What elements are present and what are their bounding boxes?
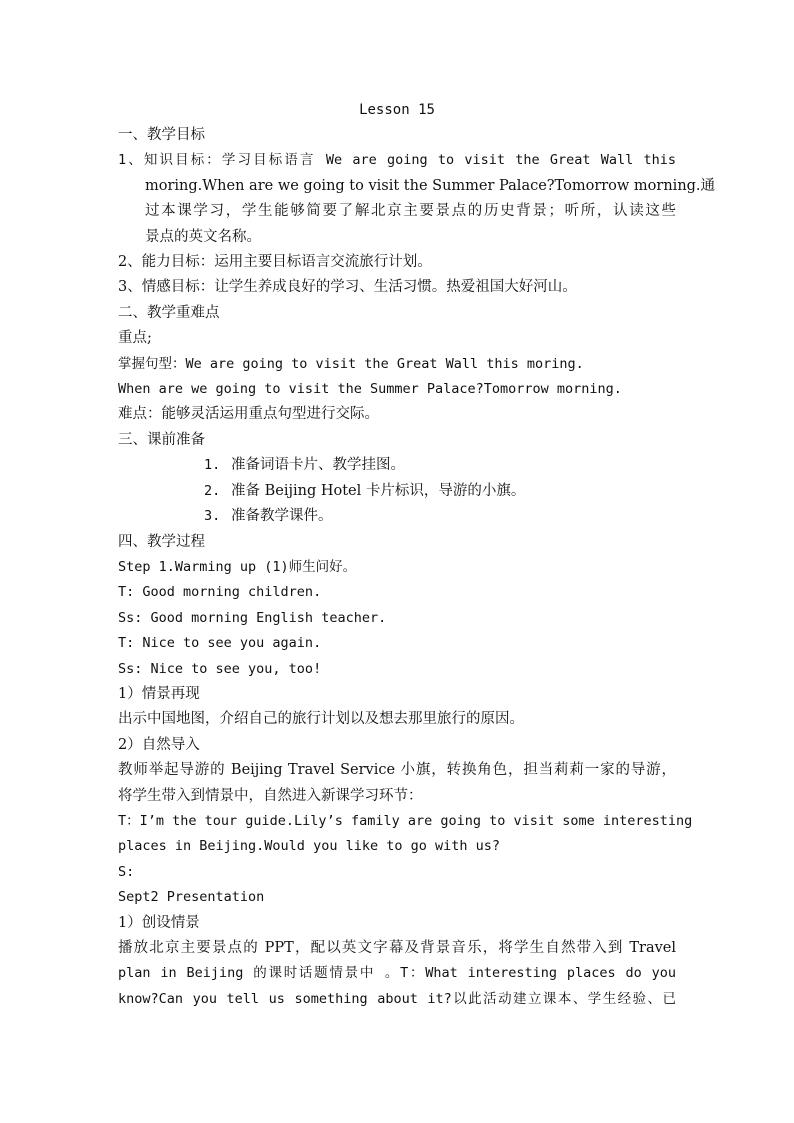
objective-knowledge-line-4: 景点的英文名称。 xyxy=(145,228,261,245)
difficult-point: 难点：能够灵活运用重点句型进行交际。 xyxy=(118,406,379,423)
subheading-create-scene: 1）创设情景 xyxy=(118,914,200,931)
objective-emotion: 3、情感目标：让学生养成良好的学习、生活习惯。热爱祖国大好河山。 xyxy=(118,279,577,296)
dialog-line: Ss: Good morning English teacher. xyxy=(118,609,387,626)
section-heading-key-points: 二、教学重难点 xyxy=(118,304,220,321)
step-1-heading: Step 1.Warming up (1)师生问好。 xyxy=(118,558,357,575)
lead-in-text-line-2: 将学生带入到情景中，自然进入新课学习环节： xyxy=(118,787,423,804)
key-sentence-2: When are we going to visit the Summer Palace?Tomorrow morning. xyxy=(118,381,622,398)
document-page xyxy=(118,98,716,1012)
subheading-scene-reproduction: 1）情景再现 xyxy=(118,685,200,702)
create-scene-line-3: know?Can you tell us something about it?以此活动建立课本、学生经验、已 xyxy=(118,990,676,1007)
lesson-title: Lesson 15 xyxy=(359,102,435,118)
key-sentence-1: 掌握句型：We are going to visit the Great Wall this moring. xyxy=(118,355,584,372)
scene-reproduction-text: 出示中国地图，介绍自己的旅行计划以及想去那里旅行的原因。 xyxy=(118,711,524,728)
dialog-line: Ss: Nice to see you, too! xyxy=(118,660,322,677)
prep-item-text: 准备 Beijing Hotel 卡片标识，导游的小旗。 xyxy=(231,482,526,499)
create-scene-line-2: plan in Beijing 的课时话题情景中 。T：What interesting places do you xyxy=(118,965,676,982)
prep-item-number: 1. xyxy=(204,457,221,474)
subheading-natural-lead-in: 2）自然导入 xyxy=(118,736,200,753)
section-heading-preparation: 三、课前准备 xyxy=(118,431,205,448)
objective-knowledge-line-1: 1、知识目标：学习目标语言 We are going to visit the Great Wall this xyxy=(118,152,676,169)
teacher-line-1: T：I’m the tour guide.Lily’s family are going to visit some interesting xyxy=(118,812,693,829)
prep-item-text: 准备词语卡片、教学挂图。 xyxy=(231,457,405,474)
objective-knowledge-line-3: 过本课学习，学生能够简要了解北京主要景点的历史背景；听所，认读这些 xyxy=(145,203,676,220)
prep-item xyxy=(118,453,676,478)
student-line: S: xyxy=(118,863,135,880)
dialog-line: T: Good morning children. xyxy=(118,584,322,601)
prep-item xyxy=(118,479,676,504)
prep-item xyxy=(118,504,676,529)
step-2-heading: Sept2 Presentation xyxy=(118,889,265,906)
prep-item-text: 准备教学课件。 xyxy=(231,508,333,525)
prep-item-number: 2. xyxy=(204,482,221,499)
section-heading-process: 四、教学过程 xyxy=(118,533,205,550)
key-point-label: 重点; xyxy=(118,330,152,347)
section-heading-objectives: 一、教学目标 xyxy=(118,127,205,143)
objective-knowledge-line-2: moring.When are we going to visit the Summer Palace?Tomorrow morning.通 xyxy=(145,177,716,194)
objective-ability: 2、能力目标：运用主要目标语言交流旅行计划。 xyxy=(118,254,432,271)
create-scene-line-1: 播放北京主要景点的 PPT，配以英文字幕及背景音乐，将学生自然带入到 Travel xyxy=(118,940,676,956)
dialog-line: T: Nice to see you again. xyxy=(118,635,322,652)
prep-item-number: 3. xyxy=(204,508,221,525)
teacher-line-2: places in Beijing.Would you like to go with us? xyxy=(118,838,501,855)
lead-in-text-line-1: 教师举起导游的 Beijing Travel Service 小旗，转换角色，担当莉莉一家的导游， xyxy=(118,762,676,779)
